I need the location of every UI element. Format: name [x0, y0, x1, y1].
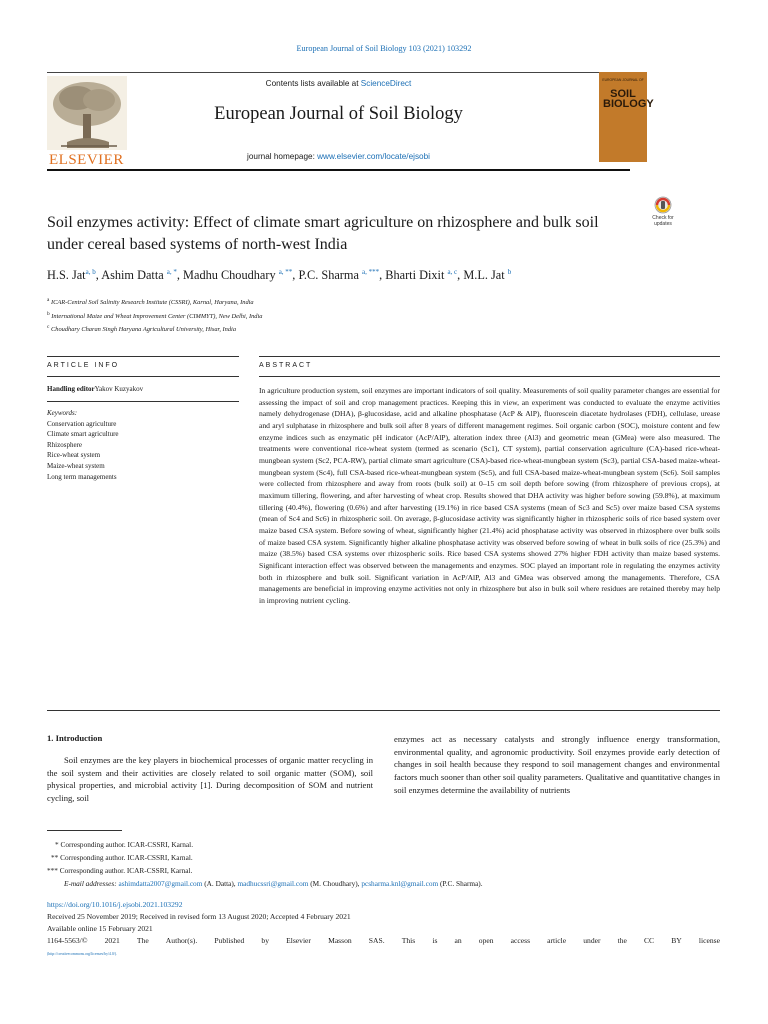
- journal-title: European Journal of Soil Biology: [214, 104, 463, 124]
- author[interactable]: Bharti Dixit $^{a, c}$: [385, 268, 458, 283]
- email-addresses: E-mail addresses: ashimdatta2007@gmail.com (A. Datta), madhucssri@gmail.com (M. Choudhary), pcsharma.knl@gmail.com (P.C. Sharma).: [64, 879, 483, 888]
- affiliation-item: $^b$ International Maize and Wheat Improvement Center (CIMMYT), New Delhi, India: [47, 310, 263, 320]
- keyword: Climate smart agriculture: [47, 430, 119, 439]
- abstract-end-rule: [47, 710, 720, 711]
- introduction-heading: 1. Introduction: [47, 733, 103, 743]
- affiliations: [47, 295, 707, 336]
- author-list: H.S. Jat$^{a, b}$, Ashim Datta $^{a, *}$, Madhu Choudhary $^{a, **}$, P.C. Sharma $^{a, ***}$, Bharti Dixit $^{a, c}$, M.L. Jat $^b$: [47, 268, 512, 283]
- journal-homepage-link[interactable]: www.elsevier.com/locate/ejsobi: [317, 152, 430, 161]
- keyword: Maize-wheat system: [47, 461, 105, 470]
- homepage-prefix: journal homepage:: [247, 152, 318, 161]
- keyword: Long term managements: [47, 472, 117, 481]
- introduction-left-column: Soil enzymes are the key players in biochemical processes of organic matter recycling in the soil system and their activities are closely related to soil organic matter (SOM), soil physical properties, and microbial activity [1]. During decomposition of SOM and nutrient cycling, soil: [47, 755, 373, 804]
- author[interactable]: P.C. Sharma $^{a, ***}$: [298, 268, 380, 283]
- online-date: Available online 15 February 2021: [47, 924, 153, 933]
- running-header[interactable]: European Journal of Soil Biology 103 (2021) 103292: [296, 44, 472, 53]
- abstract-rule: [259, 356, 720, 357]
- article-info-rule: [47, 356, 239, 357]
- email-label: E-mail addresses:: [64, 879, 117, 888]
- corresponding-author-note: *** Corresponding author. ICAR-CSSRI, Karnal.: [47, 866, 193, 875]
- email-link[interactable]: pcsharma.knl@gmail.com: [361, 879, 439, 888]
- article-info-subrule: [47, 376, 239, 377]
- keyword: Conservation agriculture: [47, 419, 117, 428]
- masthead-bottom-rule: [47, 169, 630, 171]
- check-updates-icon: [647, 196, 679, 216]
- sciencedirect-link[interactable]: ScienceDirect: [360, 79, 412, 88]
- abstract-heading: ABSTRACT: [259, 362, 313, 369]
- author[interactable]: Ashim Datta $^{a, *}$: [101, 268, 177, 283]
- abstract-text: In agriculture production system, soil enzymes are important indicators of soil quality. Measurements of soil quality parameter changes are essential for assessing the impact of soil and crop management practices. Keeping this in view, an experiment was conducted to evaluate the enzyme activities namely dehydrogenase (DHA), β-glucosidase, acid and alkaline phosphatase (AcP & AlP), fluorescein diacetate hydrolases (FDH), cellulase, urease and aryl sulphatase in rhizosphere and bulk soil after 8 years of different management regimes. Soil organic carbon (SOC), moisture content and few enzyme indices such as enzymatic pH indicator (AcP/AlP), alteration index three (Al3) and geometric mean (GMea) were also measured. The treatments were conventional rice-wheat system (termed as scenario (Sc1), CT system), partial conservation agriculture (CA)-based rice-wheat-mungbean system (Sc2, PCA-RW), partial climate smart agriculture (CSA)-based rice-wheat-mungbean system (Sc3), partial CSA-based maize-wheat-mungbean system (Sc4), full CSA-based rice-wheat-mungbean system (Sc5), and full CSA-based maize-wheat-mungbean system (Sc6). Soil samples were collected from rhizosphere and away from roots (bulk soil) at 0–15 cm soil depth before sowing (from rhizosphere of previous crops), at maximum tillering, flowering, and after harvesting of wheat crop. Results showed that DHA activity was higher before sowing (59.8%), at maximum tillering (40.4%), flowering (0.6%) and after harvesting (19.1%) in rice based CSA systems (mean of Sc3 and Sc5) over maize based CSA systems (mean of Sc4 and Sc6) in rhizospheric soil. On average, β-glucosidase activity was significantly higher in rhizospheric soils of rice based system over maize based CSA system. Before sowing of wheat, significantly higher (21.4%) acid phosphatase activity was observed in rhizosphere over bulk soils of maize based CSA system. Significantly higher alkaline phosphatase activity was observed before sowing of wheat in bulk soils of rice (25.3%) and maize (38.5%) based CSA systems over rhizospheric soils. Rice based CSA systems showed 27% higher FDH activity than maize based systems. Significant interaction effect was observed between the managements and enzymes. SOC played an important role in regulating the enzymes activity both in rhizosphere and bulk soil. Significant variation in AcP/AlP, Al3 and GMea was observed among the managements. Therefore, CSA managements are beneficial in improving enzyme activities not only in rhizosphere but also in bulk soil where residues are retained thereby may help in improving nutrient cycling.: [259, 386, 720, 606]
- received-dates: Received 25 November 2019; Received in revised form 13 August 2020; Accepted 4 February 2021: [47, 912, 351, 921]
- homepage-line: [47, 152, 630, 161]
- introduction-right-column: enzymes act as necessary catalysts and strongly influence energy transformation, environmental quality, and agronomic productivity. Soil enzymes provide early detection of changes in soil health because they respond to soil management changes and environmental factors much sooner than other soil quality parameters. Qualitative and quantitative changes in soil enzymes determine the availability of nutrients: [394, 734, 720, 795]
- author[interactable]: M.L. Jat $^b$: [463, 268, 512, 283]
- affiliation-item: $^a$ ICAR-Central Soil Salinity Research Institute (CSSRI), Karnal, Haryana, India: [47, 297, 254, 307]
- keyword: Rhizosphere: [47, 440, 82, 449]
- check-updates-caption: Check for updates: [652, 215, 674, 227]
- article-info-heading: ARTICLE INFO: [47, 362, 120, 369]
- publisher-name: ELSEVIER: [49, 152, 124, 168]
- license-statement: 1164-5563/© 2021 The Author(s). Published by Elsevier Masson SAS. This is an open access article under the CC BY license: [47, 936, 720, 945]
- keyword: Rice-wheat system: [47, 451, 101, 460]
- check-for-updates-badge[interactable]: [647, 196, 679, 230]
- corresponding-author-note: ** Corresponding author. ICAR-CSSRI, Karnal.: [51, 853, 193, 862]
- footnote-rule: [47, 830, 122, 831]
- handling-rule: [47, 401, 239, 402]
- publication-info: [47, 899, 720, 960]
- keywords-label: Keywords:: [47, 409, 78, 417]
- contents-prefix: Contents lists available at: [265, 79, 361, 88]
- abstract-subrule: [259, 376, 720, 377]
- handling-editor: Handling editorYakov Kuzyakov: [47, 385, 144, 393]
- email-link[interactable]: madhucssri@gmail.com: [237, 879, 309, 888]
- author[interactable]: Madhu Choudhary $^{a, **}$: [183, 268, 293, 283]
- cover-title: SOIL BIOLOGY: [603, 88, 654, 110]
- masthead-top-rule: [47, 72, 630, 73]
- email-link[interactable]: ashimdatta2007@gmail.com: [118, 879, 203, 888]
- contents-line: [47, 79, 630, 88]
- license-link[interactable]: (http://creativecommons.org/licenses/by/4.0/).: [47, 952, 118, 956]
- cover-subtitle: EUROPEAN JOURNAL OF: [602, 78, 644, 82]
- journal-masthead: [47, 72, 630, 170]
- author[interactable]: H.S. Jat$^{a, b}$: [47, 268, 96, 283]
- keywords-block: [47, 408, 119, 482]
- affiliation-item: $^c$ Choudhary Charan Singh Haryana Agricultural University, Hisar, India: [47, 324, 237, 334]
- article-title: Soil enzymes activity: Effect of climate smart agriculture on rhizosphere and bulk soil under cereal based systems of north-west India: [47, 214, 599, 253]
- corresponding-author-note: * Corresponding author. ICAR-CSSRI, Karnal.: [55, 840, 194, 849]
- doi-link[interactable]: https://doi.org/10.1016/j.ejsobi.2021.103292: [47, 900, 183, 909]
- journal-cover-thumbnail[interactable]: [599, 72, 654, 162]
